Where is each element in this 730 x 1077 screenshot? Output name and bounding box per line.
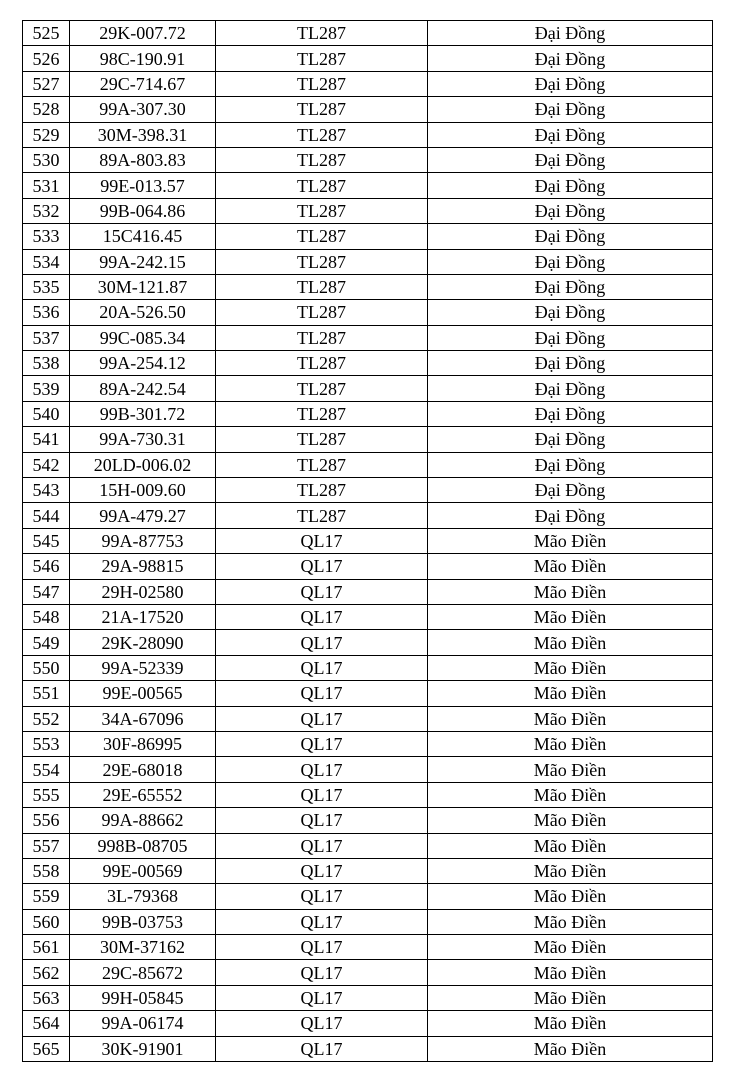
location-cell: Mão Điền [428, 782, 713, 807]
road-cell: TL287 [216, 71, 428, 96]
row-number-cell: 547 [23, 579, 70, 604]
row-number-cell: 557 [23, 833, 70, 858]
road-cell: TL287 [216, 46, 428, 71]
row-number-cell: 534 [23, 249, 70, 274]
location-cell: Đại Đồng [428, 300, 713, 325]
location-cell: Đại Đồng [428, 274, 713, 299]
road-cell: QL17 [216, 731, 428, 756]
road-cell: TL287 [216, 21, 428, 46]
location-cell: Mão Điền [428, 858, 713, 883]
license-plate-cell: 89A-242.54 [70, 376, 216, 401]
row-number-cell: 538 [23, 351, 70, 376]
location-cell: Mão Điền [428, 655, 713, 680]
license-plate-cell: 99E-013.57 [70, 173, 216, 198]
location-cell: Mão Điền [428, 731, 713, 756]
table-row [23, 401, 713, 426]
road-cell: QL17 [216, 985, 428, 1010]
road-cell: TL287 [216, 122, 428, 147]
road-cell: QL17 [216, 808, 428, 833]
road-cell: QL17 [216, 833, 428, 858]
license-plate-cell: 99B-301.72 [70, 401, 216, 426]
row-number-cell: 551 [23, 681, 70, 706]
license-plate-cell: 99B-03753 [70, 909, 216, 934]
location-cell: Mão Điền [428, 757, 713, 782]
road-cell: TL287 [216, 351, 428, 376]
road-cell: TL287 [216, 325, 428, 350]
license-plate-cell: 15C416.45 [70, 224, 216, 249]
table-row [23, 325, 713, 350]
location-cell: Mão Điền [428, 884, 713, 909]
license-plate-cell: 99B-064.86 [70, 198, 216, 223]
table-row [23, 376, 713, 401]
table-row [23, 960, 713, 985]
road-cell: QL17 [216, 655, 428, 680]
license-plate-cell: 998B-08705 [70, 833, 216, 858]
license-plate-cell: 30M-398.31 [70, 122, 216, 147]
row-number-cell: 550 [23, 655, 70, 680]
license-plate-cell: 30M-121.87 [70, 274, 216, 299]
license-plate-cell: 98C-190.91 [70, 46, 216, 71]
location-cell: Đại Đồng [428, 21, 713, 46]
road-cell: QL17 [216, 554, 428, 579]
table-row [23, 21, 713, 46]
table-row [23, 71, 713, 96]
row-number-cell: 529 [23, 122, 70, 147]
location-cell: Mão Điền [428, 579, 713, 604]
location-cell: Mão Điền [428, 985, 713, 1010]
row-number-cell: 537 [23, 325, 70, 350]
location-cell: Đại Đồng [428, 198, 713, 223]
road-cell: TL287 [216, 401, 428, 426]
location-cell: Đại Đồng [428, 427, 713, 452]
license-plate-cell: 99A-307.30 [70, 97, 216, 122]
location-cell: Đại Đồng [428, 478, 713, 503]
license-plate-cell: 99A-87753 [70, 528, 216, 553]
row-number-cell: 565 [23, 1036, 70, 1061]
road-cell: QL17 [216, 630, 428, 655]
table-row [23, 173, 713, 198]
license-plate-cell: 29E-65552 [70, 782, 216, 807]
table-row [23, 351, 713, 376]
row-number-cell: 541 [23, 427, 70, 452]
license-plate-cell: 29H-02580 [70, 579, 216, 604]
license-plate-cell: 99A-254.12 [70, 351, 216, 376]
location-cell: Mão Điền [428, 1011, 713, 1036]
row-number-cell: 558 [23, 858, 70, 883]
license-plate-cell: 99A-479.27 [70, 503, 216, 528]
road-cell: TL287 [216, 198, 428, 223]
license-plate-cell: 29K-28090 [70, 630, 216, 655]
license-plate-cell: 29E-68018 [70, 757, 216, 782]
road-cell: TL287 [216, 147, 428, 172]
table-row [23, 681, 713, 706]
license-plate-cell: 29K-007.72 [70, 21, 216, 46]
license-plate-cell: 30M-37162 [70, 935, 216, 960]
license-plate-cell: 99A-88662 [70, 808, 216, 833]
table-row [23, 122, 713, 147]
row-number-cell: 539 [23, 376, 70, 401]
road-cell: TL287 [216, 97, 428, 122]
location-cell: Đại Đồng [428, 401, 713, 426]
table-row [23, 478, 713, 503]
table-row [23, 706, 713, 731]
location-cell: Đại Đồng [428, 173, 713, 198]
road-cell: QL17 [216, 604, 428, 629]
row-number-cell: 540 [23, 401, 70, 426]
table-row [23, 528, 713, 553]
table-row [23, 731, 713, 756]
road-cell: TL287 [216, 452, 428, 477]
row-number-cell: 564 [23, 1011, 70, 1036]
vehicle-record-table-body [23, 21, 713, 1062]
road-cell: QL17 [216, 706, 428, 731]
table-row [23, 909, 713, 934]
table-row [23, 630, 713, 655]
road-cell: TL287 [216, 503, 428, 528]
table-row [23, 604, 713, 629]
location-cell: Đại Đồng [428, 351, 713, 376]
road-cell: QL17 [216, 579, 428, 604]
road-cell: QL17 [216, 528, 428, 553]
location-cell: Mão Điền [428, 630, 713, 655]
license-plate-cell: 99C-085.34 [70, 325, 216, 350]
table-row [23, 935, 713, 960]
table-row [23, 808, 713, 833]
location-cell: Đại Đồng [428, 122, 713, 147]
row-number-cell: 563 [23, 985, 70, 1010]
location-cell: Mão Điền [428, 960, 713, 985]
table-row [23, 503, 713, 528]
table-row [23, 985, 713, 1010]
table-row [23, 858, 713, 883]
location-cell: Mão Điền [428, 1036, 713, 1061]
table-row [23, 274, 713, 299]
road-cell: TL287 [216, 274, 428, 299]
location-cell: Mão Điền [428, 706, 713, 731]
row-number-cell: 562 [23, 960, 70, 985]
row-number-cell: 526 [23, 46, 70, 71]
location-cell: Mão Điền [428, 604, 713, 629]
road-cell: TL287 [216, 249, 428, 274]
location-cell: Đại Đồng [428, 452, 713, 477]
license-plate-cell: 15H-009.60 [70, 478, 216, 503]
license-plate-cell: 30F-86995 [70, 731, 216, 756]
license-plate-cell: 99E-00569 [70, 858, 216, 883]
row-number-cell: 554 [23, 757, 70, 782]
license-plate-cell: 29C-714.67 [70, 71, 216, 96]
road-cell: TL287 [216, 376, 428, 401]
road-cell: QL17 [216, 858, 428, 883]
license-plate-cell: 99A-730.31 [70, 427, 216, 452]
row-number-cell: 532 [23, 198, 70, 223]
road-cell: QL17 [216, 757, 428, 782]
table-row [23, 1011, 713, 1036]
license-plate-cell: 3L-79368 [70, 884, 216, 909]
road-cell: QL17 [216, 960, 428, 985]
table-row [23, 579, 713, 604]
table-row [23, 757, 713, 782]
location-cell: Đại Đồng [428, 249, 713, 274]
license-plate-cell: 99A-06174 [70, 1011, 216, 1036]
road-cell: QL17 [216, 909, 428, 934]
location-cell: Đại Đồng [428, 71, 713, 96]
row-number-cell: 555 [23, 782, 70, 807]
row-number-cell: 545 [23, 528, 70, 553]
table-row [23, 884, 713, 909]
row-number-cell: 543 [23, 478, 70, 503]
location-cell: Mão Điền [428, 528, 713, 553]
location-cell: Mão Điền [428, 833, 713, 858]
row-number-cell: 561 [23, 935, 70, 960]
license-plate-cell: 20LD-006.02 [70, 452, 216, 477]
license-plate-cell: 99A-242.15 [70, 249, 216, 274]
license-plate-cell: 99E-00565 [70, 681, 216, 706]
table-row [23, 224, 713, 249]
location-cell: Đại Đồng [428, 325, 713, 350]
license-plate-cell: 89A-803.83 [70, 147, 216, 172]
license-plate-cell: 34A-67096 [70, 706, 216, 731]
road-cell: QL17 [216, 1011, 428, 1036]
row-number-cell: 542 [23, 452, 70, 477]
license-plate-cell: 99A-52339 [70, 655, 216, 680]
road-cell: QL17 [216, 782, 428, 807]
location-cell: Đại Đồng [428, 46, 713, 71]
vehicle-record-table [22, 20, 713, 1062]
location-cell: Mão Điền [428, 808, 713, 833]
license-plate-cell: 20A-526.50 [70, 300, 216, 325]
table-row [23, 249, 713, 274]
road-cell: TL287 [216, 300, 428, 325]
row-number-cell: 531 [23, 173, 70, 198]
license-plate-cell: 99H-05845 [70, 985, 216, 1010]
row-number-cell: 528 [23, 97, 70, 122]
table-row [23, 782, 713, 807]
table-row [23, 1036, 713, 1061]
table-row [23, 198, 713, 223]
table-row [23, 46, 713, 71]
row-number-cell: 548 [23, 604, 70, 629]
table-row [23, 147, 713, 172]
location-cell: Mão Điền [428, 935, 713, 960]
row-number-cell: 546 [23, 554, 70, 579]
road-cell: TL287 [216, 173, 428, 198]
table-row [23, 452, 713, 477]
location-cell: Đại Đồng [428, 97, 713, 122]
license-plate-cell: 21A-17520 [70, 604, 216, 629]
table-row [23, 554, 713, 579]
road-cell: QL17 [216, 681, 428, 706]
row-number-cell: 560 [23, 909, 70, 934]
table-row [23, 427, 713, 452]
row-number-cell: 559 [23, 884, 70, 909]
road-cell: TL287 [216, 478, 428, 503]
row-number-cell: 525 [23, 21, 70, 46]
row-number-cell: 544 [23, 503, 70, 528]
location-cell: Mão Điền [428, 554, 713, 579]
row-number-cell: 527 [23, 71, 70, 96]
table-row [23, 655, 713, 680]
location-cell: Đại Đồng [428, 503, 713, 528]
location-cell: Đại Đồng [428, 376, 713, 401]
table-row [23, 300, 713, 325]
row-number-cell: 553 [23, 731, 70, 756]
road-cell: QL17 [216, 935, 428, 960]
row-number-cell: 535 [23, 274, 70, 299]
row-number-cell: 536 [23, 300, 70, 325]
road-cell: TL287 [216, 224, 428, 249]
location-cell: Đại Đồng [428, 224, 713, 249]
license-plate-cell: 30K-91901 [70, 1036, 216, 1061]
row-number-cell: 556 [23, 808, 70, 833]
road-cell: QL17 [216, 884, 428, 909]
table-row [23, 97, 713, 122]
row-number-cell: 533 [23, 224, 70, 249]
location-cell: Đại Đồng [428, 147, 713, 172]
location-cell: Mão Điền [428, 909, 713, 934]
row-number-cell: 530 [23, 147, 70, 172]
road-cell: QL17 [216, 1036, 428, 1061]
row-number-cell: 549 [23, 630, 70, 655]
location-cell: Mão Điền [428, 681, 713, 706]
license-plate-cell: 29C-85672 [70, 960, 216, 985]
row-number-cell: 552 [23, 706, 70, 731]
road-cell: TL287 [216, 427, 428, 452]
license-plate-cell: 29A-98815 [70, 554, 216, 579]
table-row [23, 833, 713, 858]
